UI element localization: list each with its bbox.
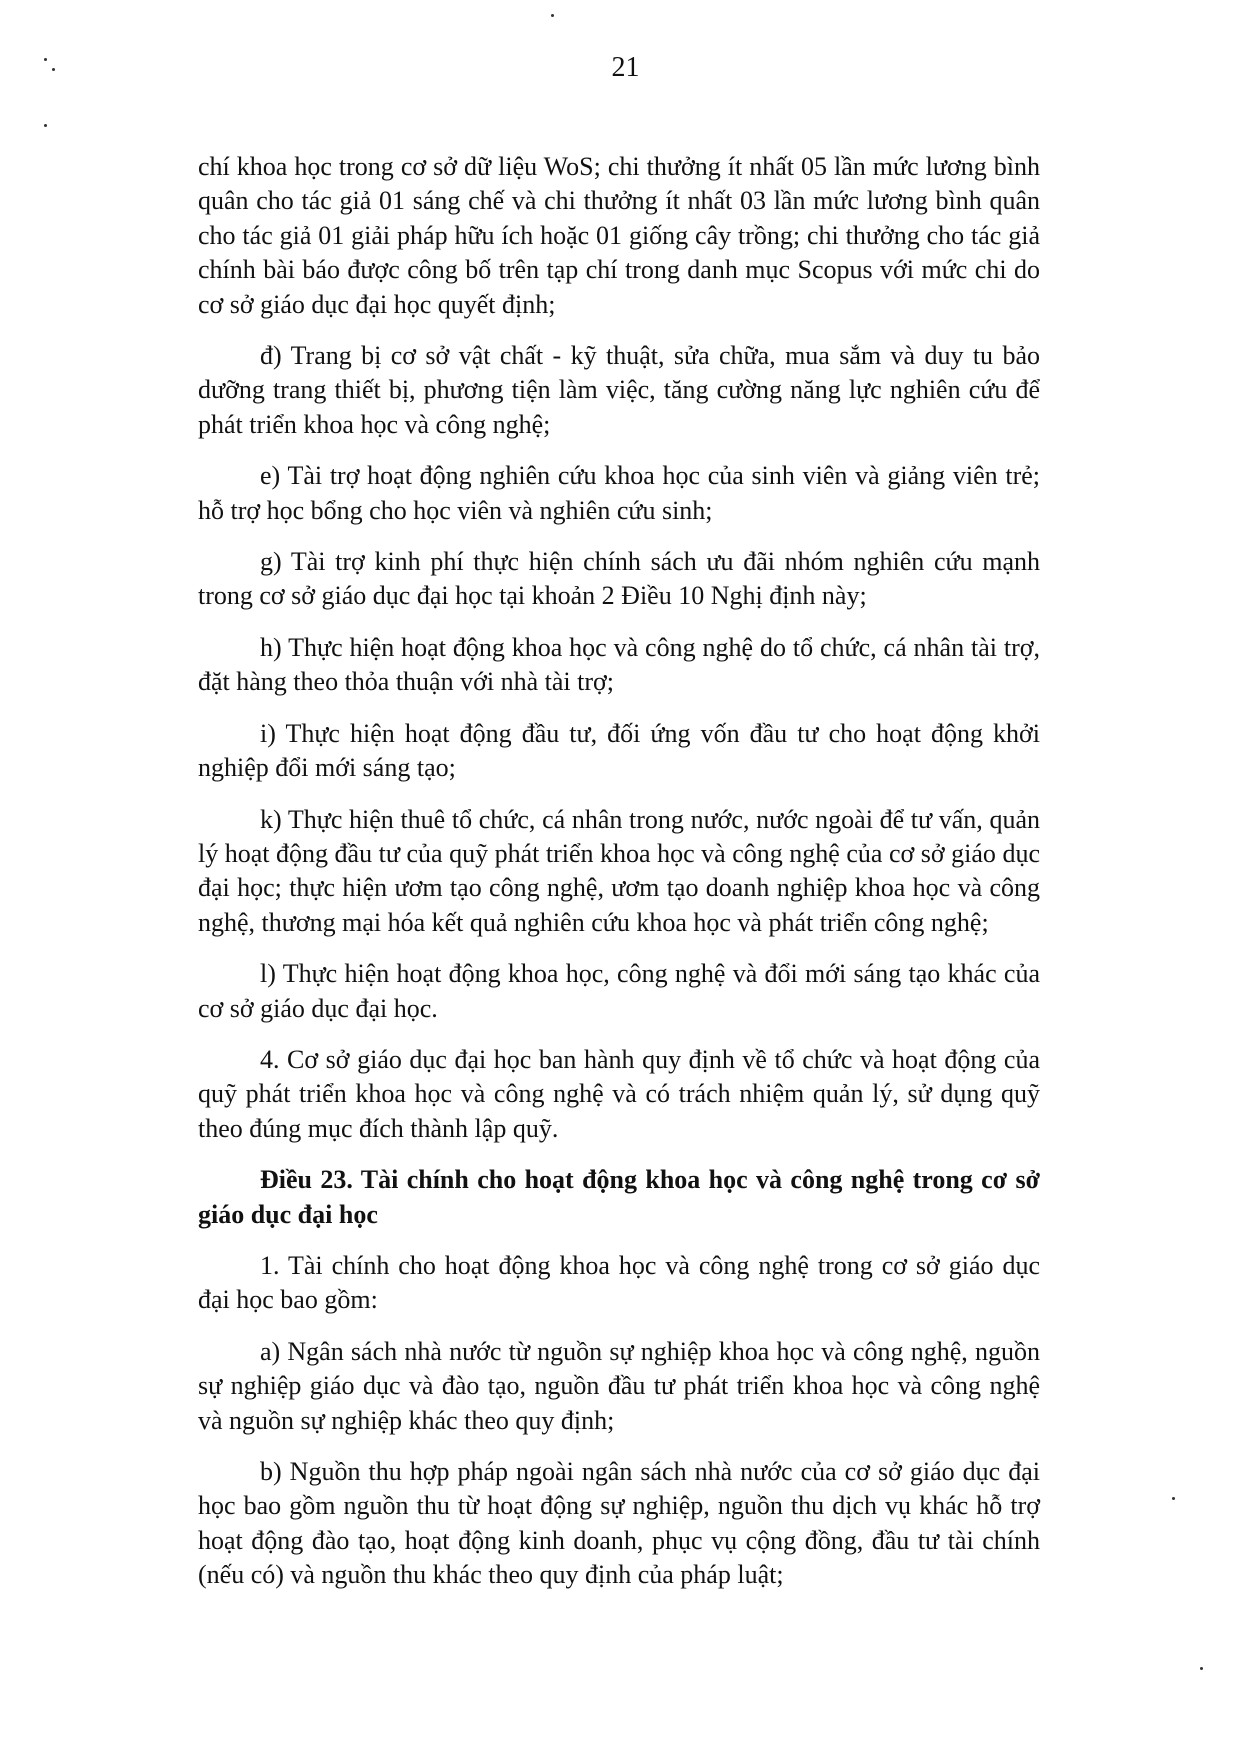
scan-speck: [1172, 1497, 1175, 1500]
paragraph-clause-4: 4. Cơ sở giáo dục đại học ban hành quy định về tổ chức và hoạt động của quỹ phát triển khoa học và công nghệ và có trách nhiệm quản lý, sử dụng quỹ theo đúng mục đích thành lập quỹ.: [198, 1044, 1040, 1143]
paragraph-item-g: g) Tài trợ kinh phí thực hiện chính sách ưu đãi nhóm nghiên cứu mạnh trong cơ sở giáo dục đại học tại khoản 2 Điều 10 Nghị định này;: [198, 547, 1040, 611]
paragraph-clause-1: 1. Tài chính cho hoạt động khoa học và công nghệ trong cơ sở giáo dục đại học bao gồm:: [198, 1250, 1040, 1315]
paragraph-item-e: e) Tài trợ hoạt động nghiên cứu khoa học của sinh viên và giảng viên trẻ; hỗ trợ học bổng cho học viên và nghiên cứu sinh;: [198, 461, 1040, 525]
scan-speck: [44, 124, 47, 127]
paragraph-item-a: a) Ngân sách nhà nước từ nguồn sự nghiệp khoa học và công nghệ, nguồn sự nghiệp giáo dục và đào tạo, nguồn đầu tư phát triển khoa học và công nghệ và nguồn sự nghiệp khác theo quy định;: [198, 1336, 1040, 1435]
paragraph-item-k: k) Thực hiện thuê tổ chức, cá nhân trong nước, nước ngoài để tư vấn, quản lý hoạt động đầu tư của quỹ phát triển khoa học và công nghệ của cơ sở giáo dục đại học; thực hiện ươm tạo công nghệ, ươm tạo doanh nghiệp khoa học và công nghệ, thương mại hóa kết quả nghiên cứu khoa học và phát triển công nghệ;: [198, 804, 1040, 937]
paragraph-item-b: b) Nguồn thu hợp pháp ngoài ngân sách nhà nước của cơ sở giáo dục đại học bao gồm nguồn thu từ hoạt động sự nghiệp, nguồn thu dịch vụ khác hỗ trợ hoạt động đào tạo, hoạt động kinh doanh, phục vụ cộng đồng, đầu tư tài chính (nếu có) và nguồn thu khác theo quy định của pháp luật;: [198, 1457, 1040, 1590]
paragraph-item-l: l) Thực hiện hoạt động khoa học, công nghệ và đổi mới sáng tạo khác của cơ sở giáo dục đại học.: [198, 959, 1040, 1023]
page-number: 21: [611, 52, 640, 83]
paragraph-continuation: chí khoa học trong cơ sở dữ liệu WoS; chi thưởng ít nhất 05 lần mức lương bình quân cho tác giả 01 sáng chế và chi thưởng ít nhất 03 lần mức lương bình quân cho tác giả 01 giải pháp hữu ích hoặc 01 giống cây trồng; chi thưởng cho tác giả chính bài báo được công bố trên tạp chí trong danh mục Scopus với mức chi do cơ sở giáo dục đại học quyết định;: [198, 152, 1040, 319]
paragraph-item-i: i) Thực hiện hoạt động đầu tư, đối ứng vốn đầu tư cho hoạt động khởi nghiệp đổi mới sáng tạo;: [198, 718, 1040, 783]
paragraph-item-h: h) Thực hiện hoạt động khoa học và công nghệ do tổ chức, cá nhân tài trợ, đặt hàng theo thỏa thuận với nhà tài trợ;: [198, 632, 1040, 697]
scan-speck: [551, 14, 554, 17]
scan-speck: [52, 68, 55, 71]
body-text: [198, 150, 1040, 1610]
article-heading: Điều 23. Tài chính cho hoạt động khoa học và công nghệ trong cơ sở giáo dục đại học: [198, 1165, 1040, 1229]
scan-speck: [44, 58, 47, 61]
paragraph-item-d: đ) Trang bị cơ sở vật chất - kỹ thuật, sửa chữa, mua sắm và duy tu bảo dưỡng trang thiết bị, phương tiện làm việc, tăng cường năng lực nghiên cứu để phát triển khoa học và công nghệ;: [198, 341, 1040, 439]
scan-speck: [1200, 1667, 1203, 1670]
